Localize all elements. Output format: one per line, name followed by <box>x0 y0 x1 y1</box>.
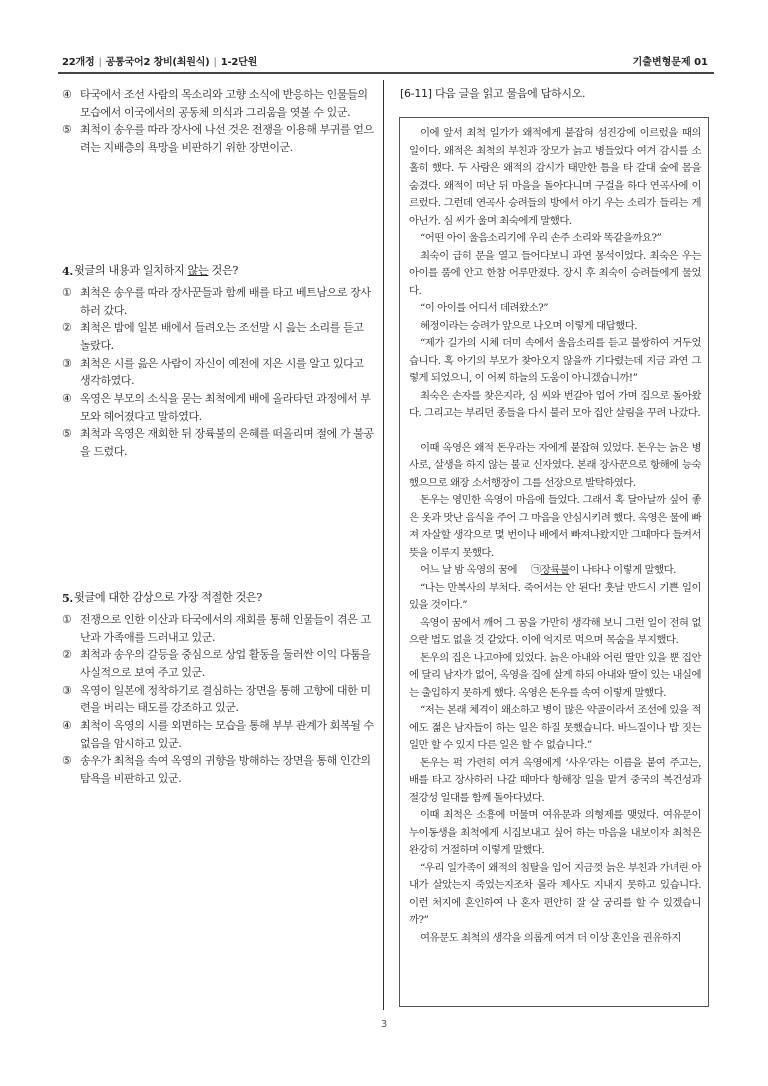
option-number: ③ <box>62 356 72 370</box>
passage-paragraph: 최숙이 급히 문을 열고 들어다보니 과연 몽석이었다. 최숙은 우는 아이를 품에 안고 한참 어루만졌다. 장시 후 최숙이 승려들에게 물었다. <box>409 249 701 297</box>
header-unit: 1-2단원 <box>220 57 258 68</box>
passage-paragraph: “저는 본래 체격이 왜소하고 병이 많은 약골이라서 조선에 있을 적에도 젊은 남자들이 하는 일은 하질 못했습니다. 바느질이나 밥 짓는 일만 할 수 있지 다른 일은 할 수 없습니다.” <box>409 704 701 751</box>
option-item[interactable] <box>62 611 376 646</box>
passage-paragraph: 혜정이라는 승려가 앞으로 나오며 이렇게 대답했다. <box>420 319 638 332</box>
option-text: 옥영이 일본에 정착하기로 결심하는 장면을 통해 고향에 대한 미련을 버리는 태도를 강조하고 있군. <box>80 683 371 715</box>
header-textbook: 공통국어2 창비(최원식) <box>105 57 210 68</box>
passage-paragraph: 돈우는 퍽 가련히 여겨 옥영에게 ‘사우’라는 이름을 붙여 주고는, 배를 타고 장사하러 나갈 때마다 항해장 일을 맡겨 중국의 복건성과 절강성 일대를 함께 돌아다녔다. <box>409 756 701 804</box>
passage-paragraph: 이때 옥영은 왜적 돈우라는 자에게 붙잡혀 있었다. 돈우는 늙은 병사로, 살생을 하지 않는 불교 신자였다. 본래 장사꾼으로 항해에 능숙했으므로 왜장 소서행장이 그를 선장으로 발탁하였다. <box>409 441 701 489</box>
option-text: 옥영은 부모의 소식을 묻는 최척에게 배에 올라타던 과정에서 부모와 헤어졌다고 말하였다. <box>80 392 371 423</box>
option-text: 최척과 옥영은 재회한 뒤 장륙불의 은혜를 떠올리며 절에 가 불공을 드렸다. <box>80 427 374 459</box>
underlined-word: 장륙불 <box>540 564 570 576</box>
option-text: 전쟁으로 인한 이산과 타국에서의 재회를 통해 인물들이 겪은 고난과 가족애를 드러내고 있군. <box>80 612 371 644</box>
passage-paragraph: 여유문도 최척의 생각을 의롭게 여겨 더 이상 혼인을 권유하지 <box>420 931 681 944</box>
header-doc-type: 기출변형문제 01 <box>632 57 708 68</box>
question-number: 5. <box>62 590 73 605</box>
passage-paragraph: “이 아이를 어디서 데려왔소?” <box>420 302 549 314</box>
page-header <box>0 0 768 72</box>
passage-paragraph <box>409 562 701 580</box>
option-number: ④ <box>62 392 72 406</box>
option-number: ② <box>62 648 72 662</box>
option-item[interactable] <box>62 355 376 390</box>
option-text: 최척이 옥영의 시를 외면하는 모습을 통해 부부 관계가 회복될 수 없음을 암시하고 있군. <box>80 719 374 750</box>
underlined-word: 않는 <box>187 263 209 277</box>
question-text: 윗글에 대한 감상으로 가장 적절한 것은? <box>74 590 262 604</box>
annotation-mark: ㉠ <box>530 564 541 576</box>
column-divider <box>383 80 384 1010</box>
question-5-stem <box>62 589 376 607</box>
header-curriculum: 22개정 <box>62 57 95 68</box>
question-number: 4. <box>62 263 73 278</box>
option-number: ③ <box>62 683 72 697</box>
paragraph-text: 이 나타나 이렇게 말했다. <box>569 564 676 576</box>
passage-paragraph: 돈우의 집은 나고야에 있었다. 늙은 아내와 어린 딸만 있을 뿐 집안에 달리 남자가 없어, 옥영을 집에 살게 하되 아내와 딸이 있는 내실에는 출입하지 못하게 했다. 옥영은 돈우를 속여 이렇게 말했다. <box>409 651 701 699</box>
page-number: 3 <box>380 1019 388 1030</box>
option-item[interactable] <box>62 752 376 787</box>
passage-paragraph: “우리 일가족이 왜적의 침탈을 입어 지금껏 늙은 부친과 가녀린 아내가 살았는지 죽었는지조차 몰라 제사도 지내지 못하고 있습니다. 이런 처지에 혼인하여 나 혼자 편안히 잘 살 궁리를 할 수 있겠습니까?” <box>409 861 701 926</box>
option-number: ① <box>62 612 72 626</box>
passage-paragraph: 돈우는 영민한 옥영이 마음에 들었다. 그래서 혹 달아날까 싶어 좋은 옷과 맛난 음식을 주어 그 마음을 안심시키려 했다. 옥영은 물에 빠져 자살할 생각으로 몇 번이나 배에서 빠져나왔지만 그때마다 들켜서 뜻을 이루지 못했다. <box>409 494 701 559</box>
option-item[interactable] <box>62 717 376 752</box>
option-text: 최척은 시를 읊은 사람이 자신이 예전에 지은 시를 알고 있다고 생각하였다. <box>80 356 364 388</box>
header-separator: | <box>98 57 102 68</box>
passage-paragraph: 최숙은 손자를 찾은지라, 심 씨와 번갈아 업어 가며 집으로 돌아왔다. 그리고는 부리던 종들을 다시 불러 모아 집안 살림을 꾸려 나갔다. <box>409 389 701 419</box>
reading-passage <box>399 117 709 1007</box>
option-number: ⑤ <box>62 754 72 768</box>
question-4-stem <box>62 262 376 280</box>
option-text: 타국에서 조선 사람의 목소리와 고향 소식에 반응하는 인물들의 모습에서 이국에서의 공동체 의식과 그리움을 엿볼 수 있군. <box>80 88 368 119</box>
option-item[interactable] <box>62 121 376 156</box>
option-text: 송우가 최척을 속여 옥영의 귀향을 방해하는 장면을 통해 인간의 탐욕을 비판하고 있군. <box>80 754 371 786</box>
passage-paragraph: “제가 길가의 시체 더미 속에서 울음소리를 듣고 불쌍하여 거두었습니다. 혹 아기의 부모가 찾아오지 않을까 기다렸는데 지금 과연 그렇게 되었으니, 이 어찌 하늘의 도움이 아니겠습니까!” <box>409 337 701 384</box>
paragraph-text: 어느 날 밤 옥영의 꿈에 <box>420 564 520 576</box>
left-column <box>62 86 376 788</box>
passage-paragraph: 이에 앞서 최척 일가가 왜적에게 붙잡혀 섬진강에 이르렀을 때의 일이다. 왜적은 최척의 부친과 장모가 늙고 병들었다 여겨 감시를 소홀히 했다. 두 사람은 왜적의 감시가 태만한 틈을 타 갈대 숲에 몸을 숨겼다. 왜적이 떠난 뒤 마을을 돌아다니며 구걸을 하다 연곡사에 이르렀다. 그런데 연곡사 승려들의 방에서 아기 우는 소리가 들리는 게 아닌가. 심 씨가 울며 최숙에게 말했다. <box>409 127 701 227</box>
right-column <box>400 86 710 102</box>
passage-body <box>409 125 701 947</box>
question-text-end: 것은? <box>208 263 238 277</box>
option-number: ⑤ <box>62 123 72 137</box>
question-text: 윗글의 내용과 일치하지 <box>74 263 188 277</box>
option-number: ④ <box>62 88 72 101</box>
passage-paragraph: “어떤 아이 울음소리기에 우리 손주 소리와 똑같을까요?” <box>420 232 662 244</box>
option-text: 최척과 송우의 갈등을 중심으로 상업 활동을 둘러싼 이익 다툼을 사실적으로 보여 주고 있군. <box>80 648 371 679</box>
option-item[interactable] <box>62 284 376 319</box>
option-number: ⑤ <box>62 427 72 441</box>
option-number: ② <box>62 321 72 335</box>
header-rule <box>58 72 714 74</box>
option-text: 최척은 밤에 일본 배에서 들려오는 조선말 시 읊는 소리를 듣고 놀랐다. <box>80 321 364 352</box>
passage-paragraph: 이때 최척은 소흥에 머물며 여유문과 의형제를 맺었다. 여유문이 누이동생을 최척에게 시집보내고 싶어 하는 마음을 내보이자 최척은 완강히 거절하며 이렇게 말했다. <box>409 809 701 856</box>
option-item[interactable] <box>62 646 376 681</box>
option-item[interactable] <box>62 319 376 354</box>
option-text: 최척이 송우를 따라 장사에 나선 것은 전쟁을 이용해 부귀를 얻으려는 지배층의 욕망을 비판하기 위한 장면이군. <box>80 123 374 155</box>
option-number: ④ <box>62 719 72 733</box>
header-course-info <box>62 53 257 68</box>
passage-paragraph: 옥영이 꿈에서 깨어 그 꿈을 가만히 생각해 보니 그런 일이 전혀 없으란 법도 없을 것 같았다. 이에 억지로 먹으며 목숨을 부지했다. <box>409 616 701 646</box>
option-number: ① <box>62 285 72 299</box>
option-item[interactable] <box>62 682 376 717</box>
option-item[interactable] <box>62 425 376 460</box>
option-text: 최척은 송우를 따라 장사꾼들과 함께 배를 타고 베트남으로 장사하러 갔다. <box>80 285 371 317</box>
passage-paragraph: “나는 만복사의 부처다. 죽어서는 안 된다! 훗날 반드시 기쁜 일이 있을 것이다.” <box>409 581 701 611</box>
header-separator: | <box>213 57 217 68</box>
option-item[interactable] <box>62 86 376 121</box>
option-item[interactable] <box>62 390 376 425</box>
section-title: [6-11] 다음 글을 읽고 물음에 답하시오. <box>400 87 586 100</box>
